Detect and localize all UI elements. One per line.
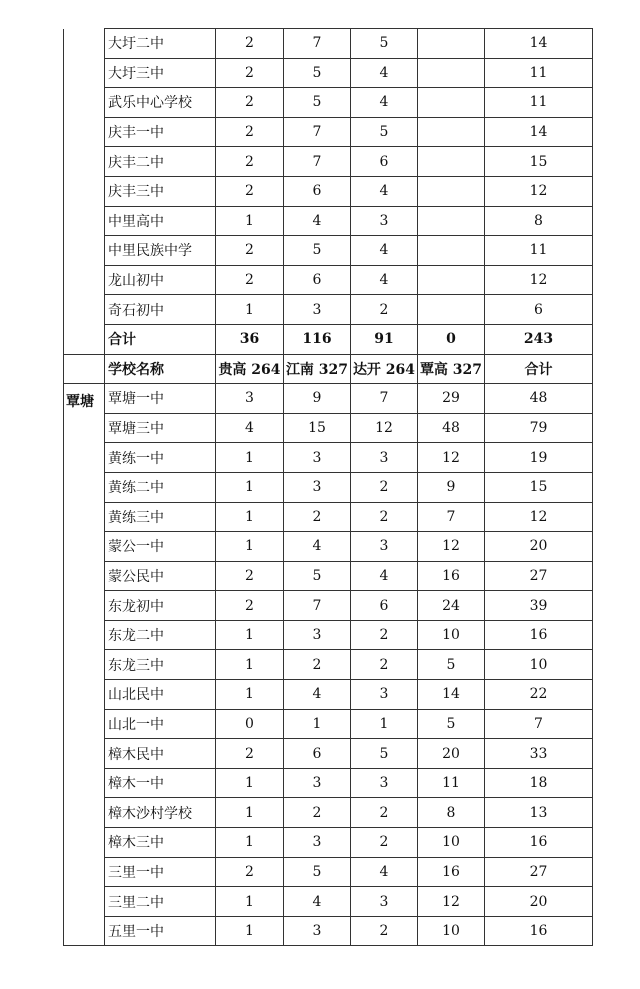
school-name-cell: 中里民族中学	[105, 236, 216, 266]
dakai-cell: 5	[351, 117, 418, 147]
guigao-cell: 2	[216, 88, 284, 118]
table-row	[64, 532, 593, 562]
dakai-cell: 4	[351, 265, 418, 295]
dakai-cell: 3	[351, 887, 418, 917]
jiangnan-cell: 2	[284, 798, 351, 828]
tangao-cell	[418, 147, 485, 177]
guigao-cell: 1	[216, 798, 284, 828]
total-cell: 16	[485, 916, 593, 946]
table-row	[64, 916, 593, 946]
table-row	[64, 828, 593, 858]
dakai-cell: 2	[351, 620, 418, 650]
dakai-cell: 2	[351, 295, 418, 325]
dakai-cell: 5	[351, 739, 418, 769]
school-name-cell: 山北一中	[105, 709, 216, 739]
dakai-cell: 2	[351, 798, 418, 828]
tangao-cell: 16	[418, 857, 485, 887]
region-cell	[64, 354, 105, 384]
table-row	[64, 29, 593, 59]
table-row	[64, 502, 593, 532]
tangao-cell	[418, 295, 485, 325]
jiangnan-cell: 5	[284, 58, 351, 88]
guigao-cell: 1	[216, 680, 284, 710]
guigao-cell: 36	[216, 324, 284, 354]
tangao-cell: 12	[418, 887, 485, 917]
guigao-cell: 1	[216, 828, 284, 858]
total-cell: 8	[485, 206, 593, 236]
school-name-cell: 奇石初中	[105, 295, 216, 325]
jiangnan-cell: 3	[284, 916, 351, 946]
dakai-cell: 1	[351, 709, 418, 739]
guigao-cell: 1	[216, 916, 284, 946]
table-row	[64, 472, 593, 502]
region-cell	[64, 29, 105, 355]
tangao-cell: 5	[418, 650, 485, 680]
school-name-cell: 大圩三中	[105, 58, 216, 88]
school-name-cell: 樟木民中	[105, 739, 216, 769]
dakai-cell: 2	[351, 828, 418, 858]
header-row	[64, 354, 593, 384]
school-name-cell: 五里一中	[105, 916, 216, 946]
jiangnan-cell: 7	[284, 591, 351, 621]
jiangnan-cell: 6	[284, 265, 351, 295]
column-header-dakai: 达开 264	[351, 354, 418, 384]
guigao-cell: 2	[216, 591, 284, 621]
guigao-cell: 1	[216, 768, 284, 798]
jiangnan-cell: 7	[284, 117, 351, 147]
jiangnan-cell: 7	[284, 147, 351, 177]
guigao-cell: 1	[216, 620, 284, 650]
tangao-cell	[418, 117, 485, 147]
total-cell: 15	[485, 472, 593, 502]
dakai-cell: 4	[351, 561, 418, 591]
jiangnan-cell: 9	[284, 384, 351, 414]
column-header-guigao: 贵高 264	[216, 354, 284, 384]
dakai-cell: 7	[351, 384, 418, 414]
column-header-total: 合计	[485, 354, 593, 384]
total-cell: 243	[485, 324, 593, 354]
guigao-cell: 1	[216, 206, 284, 236]
jiangnan-cell: 3	[284, 295, 351, 325]
table-row	[64, 265, 593, 295]
school-name-cell: 黄练一中	[105, 443, 216, 473]
tangao-cell: 14	[418, 680, 485, 710]
total-cell: 20	[485, 532, 593, 562]
total-cell: 33	[485, 739, 593, 769]
table-row	[64, 117, 593, 147]
dakai-cell: 4	[351, 857, 418, 887]
school-name-cell: 樟木沙村学校	[105, 798, 216, 828]
tangao-cell	[418, 236, 485, 266]
total-cell: 14	[485, 117, 593, 147]
guigao-cell: 2	[216, 561, 284, 591]
school-name-cell: 龙山初中	[105, 265, 216, 295]
total-cell: 16	[485, 828, 593, 858]
school-name-cell: 蒙公民中	[105, 561, 216, 591]
guigao-cell: 1	[216, 472, 284, 502]
column-header-tangao: 覃高 327	[418, 354, 485, 384]
dakai-cell: 4	[351, 58, 418, 88]
guigao-cell: 0	[216, 709, 284, 739]
school-name-cell: 大圩二中	[105, 29, 216, 59]
total-cell: 12	[485, 265, 593, 295]
tangao-cell: 29	[418, 384, 485, 414]
column-header-jiangnan: 江南 327	[284, 354, 351, 384]
guigao-cell: 1	[216, 295, 284, 325]
total-cell: 20	[485, 887, 593, 917]
allocation-table	[63, 28, 593, 946]
dakai-cell: 2	[351, 502, 418, 532]
guigao-cell: 3	[216, 384, 284, 414]
guigao-cell: 2	[216, 176, 284, 206]
tangao-cell	[418, 176, 485, 206]
school-name-cell: 黄练二中	[105, 472, 216, 502]
tangao-cell: 0	[418, 324, 485, 354]
table-row	[64, 739, 593, 769]
table-row	[64, 680, 593, 710]
tangao-cell	[418, 206, 485, 236]
table-row	[64, 887, 593, 917]
school-name-cell: 黄练三中	[105, 502, 216, 532]
school-name-cell: 东龙二中	[105, 620, 216, 650]
jiangnan-cell: 15	[284, 413, 351, 443]
guigao-cell: 1	[216, 443, 284, 473]
dakai-cell: 4	[351, 88, 418, 118]
table-row	[64, 176, 593, 206]
region-label: 覃塘	[64, 384, 105, 946]
dakai-cell: 3	[351, 532, 418, 562]
total-cell: 12	[485, 502, 593, 532]
guigao-cell: 2	[216, 117, 284, 147]
tangao-cell: 48	[418, 413, 485, 443]
total-cell: 16	[485, 620, 593, 650]
guigao-cell: 2	[216, 58, 284, 88]
table-row	[64, 295, 593, 325]
tangao-cell: 9	[418, 472, 485, 502]
total-cell: 10	[485, 650, 593, 680]
dakai-cell: 6	[351, 591, 418, 621]
table-row	[64, 798, 593, 828]
dakai-cell: 2	[351, 472, 418, 502]
total-cell: 12	[485, 176, 593, 206]
dakai-cell: 91	[351, 324, 418, 354]
school-name-cell: 东龙三中	[105, 650, 216, 680]
jiangnan-cell: 3	[284, 472, 351, 502]
tangao-cell: 10	[418, 828, 485, 858]
column-header-school: 学校名称	[105, 354, 216, 384]
guigao-cell: 4	[216, 413, 284, 443]
jiangnan-cell: 116	[284, 324, 351, 354]
jiangnan-cell: 4	[284, 206, 351, 236]
jiangnan-cell: 6	[284, 176, 351, 206]
total-cell: 7	[485, 709, 593, 739]
table-row	[64, 206, 593, 236]
total-cell: 39	[485, 591, 593, 621]
guigao-cell: 1	[216, 502, 284, 532]
jiangnan-cell: 4	[284, 532, 351, 562]
dakai-cell: 3	[351, 206, 418, 236]
table-row	[64, 620, 593, 650]
dakai-cell: 3	[351, 768, 418, 798]
table-row	[64, 709, 593, 739]
school-name-cell: 山北民中	[105, 680, 216, 710]
jiangnan-cell: 4	[284, 680, 351, 710]
school-name-cell: 庆丰一中	[105, 117, 216, 147]
dakai-cell: 5	[351, 29, 418, 59]
guigao-cell: 2	[216, 739, 284, 769]
guigao-cell: 2	[216, 265, 284, 295]
total-cell: 19	[485, 443, 593, 473]
jiangnan-cell: 2	[284, 502, 351, 532]
total-cell: 11	[485, 88, 593, 118]
total-cell: 15	[485, 147, 593, 177]
table-row	[64, 443, 593, 473]
jiangnan-cell: 3	[284, 768, 351, 798]
total-cell: 18	[485, 768, 593, 798]
school-name-cell: 覃塘一中	[105, 384, 216, 414]
table-row	[64, 236, 593, 266]
school-name-cell: 覃塘三中	[105, 413, 216, 443]
school-name-cell: 武乐中心学校	[105, 88, 216, 118]
tangao-cell: 10	[418, 620, 485, 650]
school-name-cell: 东龙初中	[105, 591, 216, 621]
total-cell: 27	[485, 857, 593, 887]
table-row	[64, 650, 593, 680]
dakai-cell: 4	[351, 236, 418, 266]
table-body	[64, 29, 593, 946]
school-name-cell: 三里二中	[105, 887, 216, 917]
school-name-cell: 庆丰三中	[105, 176, 216, 206]
tangao-cell	[418, 58, 485, 88]
tangao-cell: 12	[418, 443, 485, 473]
school-name-cell: 合计	[105, 324, 216, 354]
school-name-cell: 蒙公一中	[105, 532, 216, 562]
tangao-cell: 7	[418, 502, 485, 532]
total-cell: 13	[485, 798, 593, 828]
table-row	[64, 58, 593, 88]
total-cell: 11	[485, 58, 593, 88]
tangao-cell	[418, 265, 485, 295]
dakai-cell: 4	[351, 176, 418, 206]
jiangnan-cell: 5	[284, 857, 351, 887]
tangao-cell: 16	[418, 561, 485, 591]
tangao-cell: 20	[418, 739, 485, 769]
jiangnan-cell: 5	[284, 236, 351, 266]
dakai-cell: 12	[351, 413, 418, 443]
jiangnan-cell: 5	[284, 88, 351, 118]
school-name-cell: 樟木三中	[105, 828, 216, 858]
school-name-cell: 中里高中	[105, 206, 216, 236]
table-row	[64, 591, 593, 621]
jiangnan-cell: 3	[284, 443, 351, 473]
table-row	[64, 88, 593, 118]
guigao-cell: 2	[216, 147, 284, 177]
total-cell: 14	[485, 29, 593, 59]
tangao-cell: 11	[418, 768, 485, 798]
guigao-cell: 1	[216, 650, 284, 680]
tangao-cell: 8	[418, 798, 485, 828]
total-cell: 11	[485, 236, 593, 266]
total-cell: 48	[485, 384, 593, 414]
school-name-cell: 三里一中	[105, 857, 216, 887]
guigao-cell: 2	[216, 236, 284, 266]
table-row	[64, 768, 593, 798]
jiangnan-cell: 3	[284, 828, 351, 858]
total-cell: 79	[485, 413, 593, 443]
total-cell: 27	[485, 561, 593, 591]
jiangnan-cell: 3	[284, 620, 351, 650]
dakai-cell: 2	[351, 650, 418, 680]
tangao-cell: 10	[418, 916, 485, 946]
jiangnan-cell: 1	[284, 709, 351, 739]
sum-row	[64, 324, 593, 354]
total-cell: 22	[485, 680, 593, 710]
guigao-cell: 2	[216, 29, 284, 59]
dakai-cell: 3	[351, 443, 418, 473]
jiangnan-cell: 6	[284, 739, 351, 769]
jiangnan-cell: 4	[284, 887, 351, 917]
school-name-cell: 樟木一中	[105, 768, 216, 798]
tangao-cell: 5	[418, 709, 485, 739]
jiangnan-cell: 7	[284, 29, 351, 59]
guigao-cell: 1	[216, 532, 284, 562]
jiangnan-cell: 2	[284, 650, 351, 680]
table-row	[64, 561, 593, 591]
tangao-cell: 12	[418, 532, 485, 562]
jiangnan-cell: 5	[284, 561, 351, 591]
table-row	[64, 147, 593, 177]
dakai-cell: 3	[351, 680, 418, 710]
guigao-cell: 2	[216, 857, 284, 887]
school-name-cell: 庆丰二中	[105, 147, 216, 177]
tangao-cell	[418, 29, 485, 59]
total-cell: 6	[485, 295, 593, 325]
tangao-cell: 24	[418, 591, 485, 621]
dakai-cell: 6	[351, 147, 418, 177]
dakai-cell: 2	[351, 916, 418, 946]
table-row	[64, 384, 593, 414]
guigao-cell: 1	[216, 887, 284, 917]
table-row	[64, 857, 593, 887]
table-row	[64, 413, 593, 443]
tangao-cell	[418, 88, 485, 118]
